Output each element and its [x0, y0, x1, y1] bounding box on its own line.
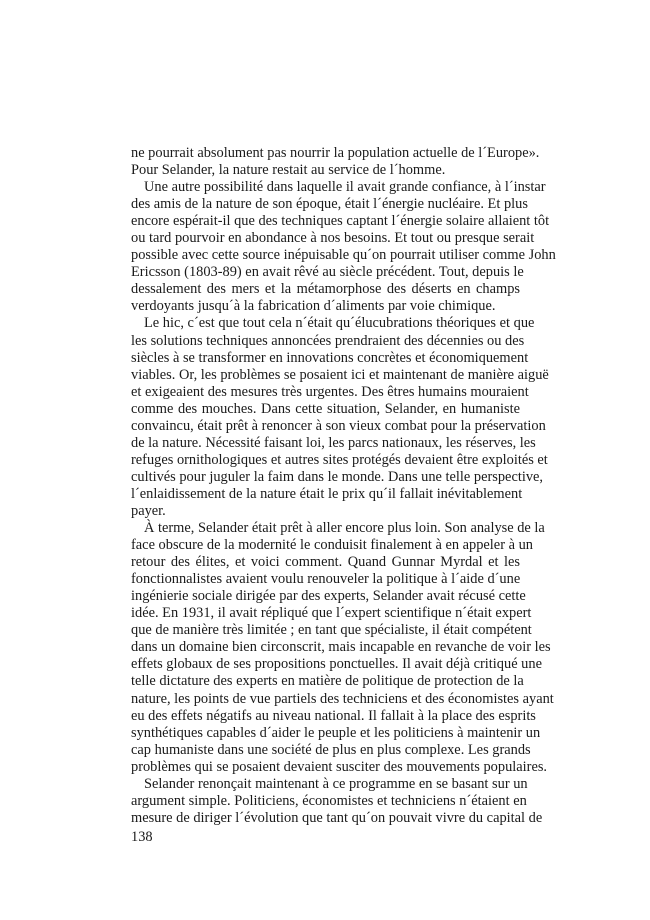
text-line: ne pourrait absolument pas nourrir la population actuelle de l´Europe». — [131, 145, 540, 161]
text-line: retour des élites, et voici comment. Quand Gunnar Myrdal et les — [131, 554, 520, 571]
text-line: nature, les points de vue partiels des techniciens et des économistes ayant — [131, 690, 554, 707]
text-line: siècles à se transformer en innovations concrètes et économiquement — [131, 349, 529, 366]
text-line: ingénierie sociale dirigée par des experts, Selander avait récusé cette — [131, 588, 526, 605]
text-line: idée. En 1931, il avait répliqué que l´expert scientifique n´était expert — [131, 605, 532, 622]
text-line: face obscure de la modernité le conduisit finalement à en appeler à un — [131, 537, 533, 554]
paragraph — [131, 145, 540, 179]
page-number: 138 — [131, 829, 153, 845]
paragraph — [131, 179, 556, 315]
text-line: Pour Selander, la nature restait au service de l´homme. — [131, 162, 446, 179]
text-line: Une autre possibilité dans laquelle il avait grande confiance, à l´instar — [144, 179, 546, 196]
text-line: de la nature. Nécessité faisant loi, les parcs nationaux, les réserves, les — [131, 434, 536, 451]
text-line: telle dictature des experts en matière de politique de protection de la — [131, 673, 524, 690]
text-line: encore espérait-il que des techniques captant l´énergie solaire allaient tôt — [131, 213, 550, 230]
text-line: viables. Or, les problèmes se posaient ici et maintenant de manière aiguë — [131, 366, 549, 383]
body-text — [131, 145, 556, 827]
paragraph — [131, 520, 554, 776]
text-line: argument simple. Politiciens, économistes et techniciens n´étaient en — [131, 792, 527, 809]
text-line: possible avec cette source inépuisable qu´on pourrait utiliser comme John — [131, 247, 556, 264]
text-line: ou tard pourvoir en abondance à nos besoins. Et tout ou presque serait — [131, 230, 535, 247]
text-line: comme des mouches. Dans cette situation, Selander, en humaniste — [131, 400, 520, 417]
text-line: Le hic, c´est que tout cela n´était qu´élucubrations théoriques et que — [144, 315, 535, 332]
text-line: des amis de la nature de son époque, était l´énergie nucléaire. Et plus — [131, 196, 528, 213]
text-line: refuges ornithologiques et autres sites protégés devaient être exploités et — [131, 451, 548, 468]
text-line: fonctionnalistes avaient voulu renouveler la politique à l´aide d´une — [131, 571, 521, 588]
text-line: Selander renonçait maintenant à ce programme en se basant sur un — [144, 775, 528, 792]
text-line: l´enlaidissement de la nature était le prix qu´il fallait inévitablement — [131, 485, 523, 502]
text-line: et exigeaient des mesures très urgentes. Des êtres humains mouraient — [131, 383, 529, 400]
text-line: cap humaniste dans une société de plus en plus complexe. Les grands — [131, 741, 531, 758]
text-line: effets globaux de ses propositions ponctuelles. Il avait déjà critiqué une — [131, 656, 542, 673]
text-line: Ericsson (1803-89) en avait rêvé au siècle précédent. Tout, depuis le — [131, 264, 524, 281]
text-line: synthétiques capables d´aider le peuple et les politiciens à maintenir un — [131, 724, 541, 741]
text-line: dessalement des mers et la métamorphose des déserts en champs — [131, 281, 520, 298]
text-line: eu des effets négatifs au niveau national. Il fallait à la place des esprits — [131, 707, 536, 724]
text-line: verdoyants jusqu´à la fabrication d´aliments par voie chimique. — [131, 298, 496, 315]
text-line: convaincu, était prêt à renoncer à son vieux combat pour la préservation — [131, 417, 546, 434]
text-line: mesure de diriger l´évolution que tant qu´on pouvait vivre du capital de — [131, 809, 543, 826]
text-line: dans un domaine bien circonscrit, mais incapable en revanche de voir les — [131, 639, 551, 656]
text-line: cultivés pour juguler la faim dans le monde. Dans une telle perspective, — [131, 468, 544, 485]
paragraph — [131, 315, 549, 520]
text-line: payer. — [131, 502, 166, 519]
text-line: que de manière très limitée ; en tant que spécialiste, il était compétent — [131, 622, 532, 639]
text-line: les solutions techniques annoncées prendraient des décennies ou des — [131, 332, 525, 349]
text-line: À terme, Selander était prêt à aller encore plus loin. Son analyse de la — [144, 520, 545, 537]
text-line: problèmes qui se posaient devaient susciter des mouvements populaires. — [131, 758, 548, 775]
paragraph — [131, 775, 543, 827]
